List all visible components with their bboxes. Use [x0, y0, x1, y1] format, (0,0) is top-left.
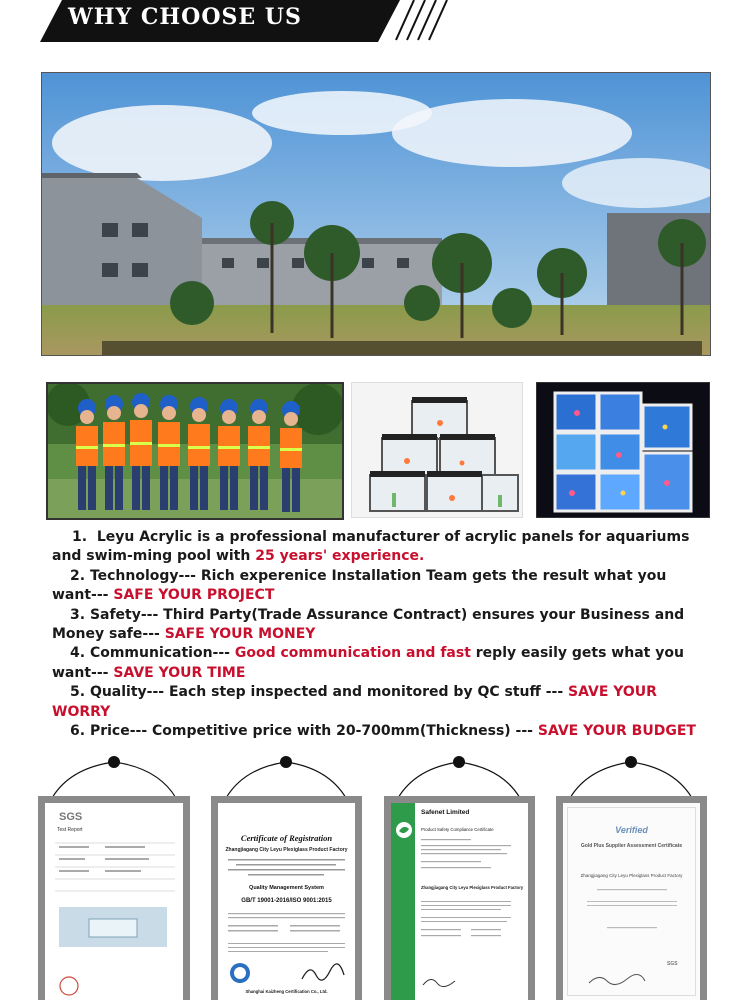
sgs-stamp	[55, 975, 95, 997]
sgs-report-table-lines	[55, 835, 175, 905]
verified-company: Zhangjiagang City Leyu Plexiglass Product Factory	[580, 873, 683, 878]
reason-number: 1.	[72, 529, 97, 545]
sgs-doc-label: Test Report	[57, 827, 83, 833]
reason-number: 2.	[70, 567, 90, 584]
cert-hangers	[0, 750, 750, 800]
lit-acrylic-tanks-photo	[536, 382, 710, 518]
iso-cert-title: Certificate of Registration	[240, 833, 333, 843]
reason-text: Price--- Competitive price with 20-700mm(Thickness) ---	[89, 723, 538, 740]
reason-number: 6.	[70, 723, 90, 740]
iso-standard: GB/T 19001-2016/ISO 9001:2015	[241, 898, 332, 904]
white-acrylic-tanks-photo	[351, 382, 523, 518]
sgs-sample-photo	[59, 907, 167, 947]
safenet-doc-title: Product Safety Compliance Certificate	[421, 827, 494, 832]
iso-detail-lines	[228, 911, 345, 957]
safenet-body-lines	[421, 837, 521, 877]
reasons-list	[52, 528, 702, 741]
reason-highlight: Good communication and fast	[234, 645, 471, 662]
reason-highlight: 25 years' experience.	[255, 548, 425, 565]
iso-seal-logo	[226, 961, 266, 985]
iso-certificate	[218, 803, 355, 1000]
reason-highlight: SAVE YOUR BUDGET	[537, 723, 696, 740]
reason-highlight: SAVE YOUR TIME	[113, 664, 246, 681]
sgs-test-report	[45, 803, 183, 1000]
reason-text: reply easily gets what you want---	[52, 645, 684, 681]
iso-signature	[298, 961, 348, 985]
reason-item	[52, 722, 702, 741]
verified-title: Gold Plus Supplier Assessment Certificate	[580, 843, 683, 849]
reason-highlight: SAFE YOUR MONEY	[164, 626, 316, 643]
safenet-signature	[421, 973, 461, 989]
reason-text: Quality--- Each step inspected and monitored by QC stuff ---	[89, 684, 569, 701]
factory-photo	[41, 72, 711, 356]
reason-text: Communication---	[89, 645, 235, 662]
header-title: WHY CHOOSE US	[68, 4, 302, 30]
reason-highlight: SAFE YOUR PROJECT	[113, 587, 275, 604]
safenet-emblem-icon	[395, 821, 413, 839]
safenet-logo: Safenet Limited	[421, 809, 470, 816]
verified-certificate	[563, 803, 700, 1000]
verified-certificate-frame	[556, 796, 707, 1000]
reason-item	[52, 528, 702, 567]
sgs-test-report-frame	[38, 796, 190, 1000]
verified-detail-lines	[577, 887, 687, 947]
reason-item	[52, 567, 702, 606]
reason-item	[52, 644, 702, 683]
safenet-certificate	[391, 803, 528, 1000]
reason-text: Safety--- Third Party(Trade Assurance Contract) ensures your Business and Money safe---	[52, 606, 685, 643]
reason-number: 4.	[70, 645, 90, 662]
iso-cert-company: Zhangjiagang City Leyu Plexiglass Product Factory	[225, 847, 348, 853]
reason-item	[52, 683, 702, 722]
safenet-company: Zhangjiagang City Leyu Plexiglass Product Factory	[421, 885, 524, 890]
reason-number: 3.	[70, 606, 90, 623]
workers-team-photo	[46, 382, 344, 520]
verified-sgs-mark: SGS	[667, 961, 678, 967]
iso-system-name: Quality Management System	[249, 885, 324, 891]
verified-logo: Verified	[615, 825, 648, 835]
reason-item	[52, 606, 702, 645]
iso-issuer: Shanghai Kaizheng Certification Co., Ltd.	[245, 989, 328, 994]
verified-signature	[587, 971, 647, 987]
reason-text: Leyu Acrylic is a professional manufacturer of acrylic panels for aquariums and swim-ming pool with	[52, 529, 690, 565]
reason-text: Technology--- Rich experenice Installation Team gets the result what you want---	[52, 567, 667, 604]
safenet-certificate-frame	[384, 796, 535, 1000]
reason-highlight: SAVE YOUR WORRY	[52, 684, 657, 720]
safenet-detail-lines	[421, 899, 521, 969]
sgs-logo: SGS	[59, 811, 83, 823]
iso-body-text-lines	[228, 857, 345, 883]
iso-certificate-frame	[211, 796, 362, 1000]
header-slashes-decoration	[392, 0, 452, 42]
reason-number: 5.	[70, 684, 90, 701]
